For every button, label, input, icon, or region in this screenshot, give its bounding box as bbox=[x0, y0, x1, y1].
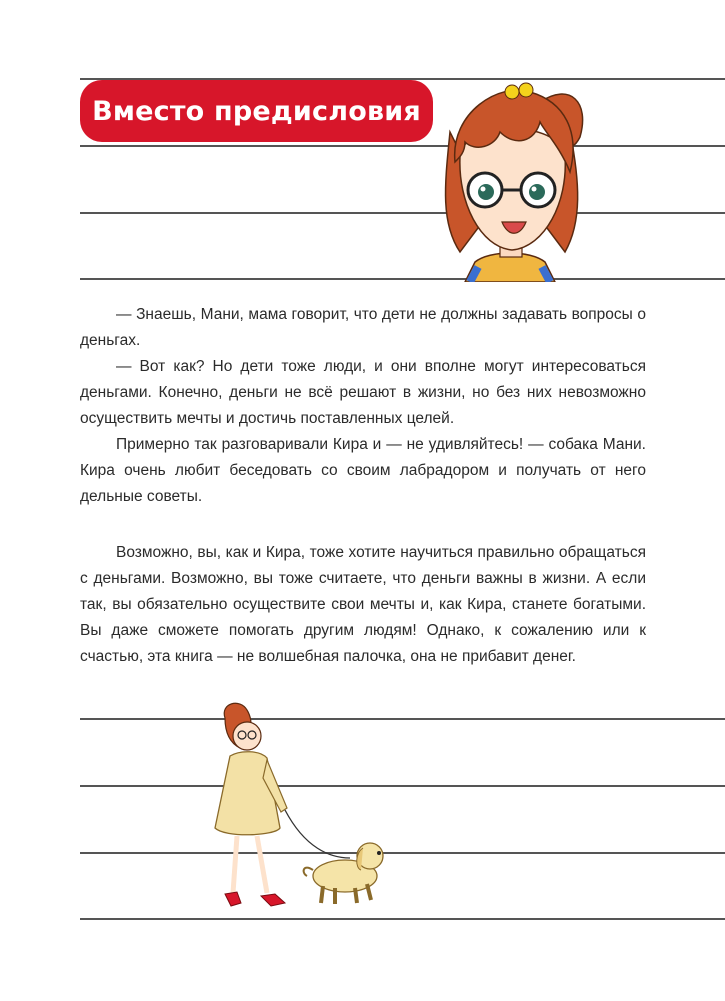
footer-rule-2 bbox=[80, 785, 725, 787]
header-rule-3 bbox=[80, 212, 725, 214]
chapter-title: Вместо предисловия bbox=[92, 95, 421, 127]
header-rule-4 bbox=[80, 278, 725, 280]
kira-portrait-illustration bbox=[420, 62, 600, 282]
dialogue-text bbox=[80, 302, 646, 510]
footer-rule-3 bbox=[80, 852, 725, 854]
footer-rule-1 bbox=[80, 718, 725, 720]
footer-rule-4 bbox=[80, 918, 725, 920]
paragraph: Примерно так разговаривали Кира и — не удивляйтесь! — собака Мани. Кира очень любит беседовать со своим лабрадором и получать от него дельные советы. bbox=[80, 436, 646, 505]
paragraph: — Знаешь, Мани, мама говорит, что дети не должны задавать вопросы о деньгах. bbox=[80, 306, 646, 349]
paragraph: — Вот как? Но дети тоже люди, и они вполне могут интересоваться деньгами. Конечно, деньги не всё решают в жизни, но без них невозможно осуществить мечты и достичь поставленных целей. bbox=[80, 358, 646, 427]
header-rule-2 bbox=[80, 145, 725, 147]
paragraph: Возможно, вы, как и Кира, тоже хотите научиться правильно обращаться с деньгами. Возможно, вы тоже считаете, что деньги важны в жизни. А если так, вы обязательно осуществите свои мечты и, как Кира, станете богатыми. Вы даже сможете помогать другим людям! Однако, к сожалению или к счастью, эта книга — не волшебная палочка, она не прибавит денег. bbox=[80, 544, 646, 665]
intro-text bbox=[80, 540, 646, 670]
chapter-title-badge bbox=[80, 80, 433, 142]
kira-walking-dog-illustration bbox=[195, 698, 395, 923]
